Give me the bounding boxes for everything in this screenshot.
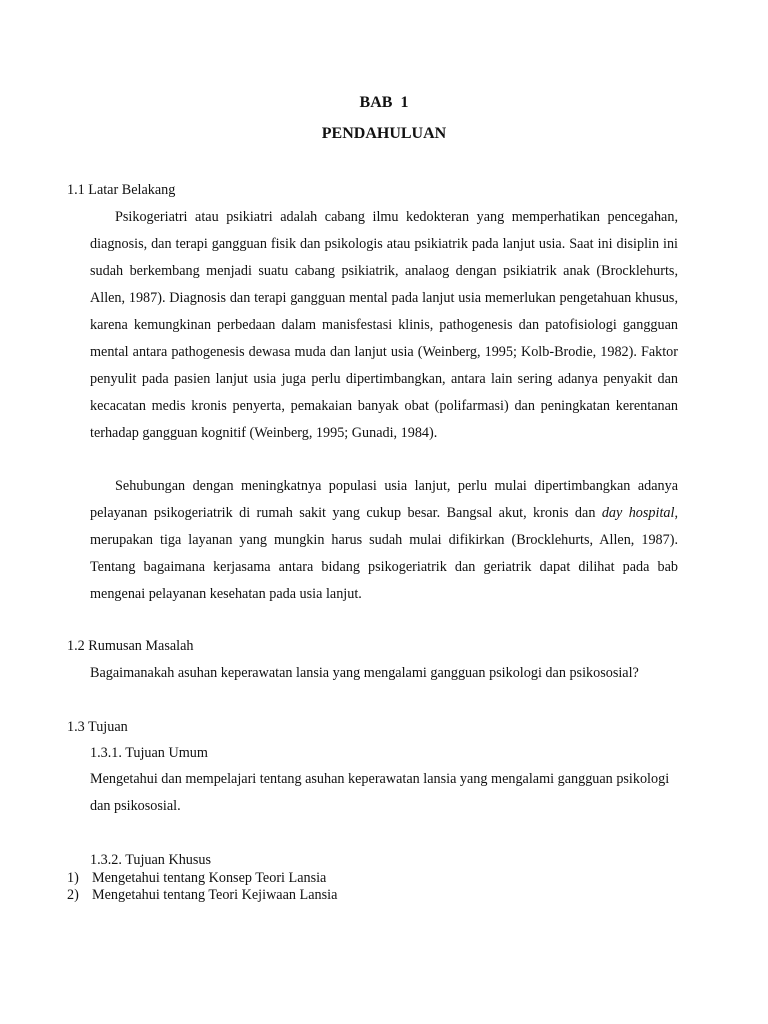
list-item-text: Mengetahui tentang Konsep Teori Lansia (92, 870, 327, 886)
list-item (67, 887, 667, 904)
section-heading-tujuan: 1.3 Tujuan (67, 719, 128, 735)
subsection-heading-tujuan-umum: 1.3.1. Tujuan Umum (90, 745, 208, 761)
chapter-number: BAB 1 (359, 94, 409, 111)
chapter-title: PENDAHULUAN (321, 125, 447, 142)
list-item (67, 870, 667, 887)
list-item-text: Mengetahui tentang Teori Kejiwaan Lansia (92, 887, 338, 903)
tujuan-umum-text: Mengetahui dan mempelajari tentang asuhan keperawatan lansia yang mengalami gangguan psikologi dan psikososial. (90, 771, 670, 814)
rumusan-masalah-text: Bagaimanakah asuhan keperawatan lansia yang mengalami gangguan psikologi dan psikososial? (90, 665, 639, 681)
section-heading-latar-belakang: 1.1 Latar Belakang (67, 182, 176, 198)
list-item-number: 1) (67, 870, 79, 886)
paragraph-text: , merupakan tiga layanan yang mungkin harus sudah mulai difikirkan (Brocklehurts, Allen, 1987). Tentang bagaimana kerjasama antara bidang psikogeriatrik dan geriatrik dapat dilihat pada bab mengenai pelayanan kesehatan pada usia lanjut. (90, 505, 678, 602)
section-heading-rumusan-masalah: 1.2 Rumusan Masalah (67, 638, 194, 654)
tujuan-khusus-list (67, 870, 667, 904)
paragraph-latar-belakang-1: Psikogeriatri atau psikiatri adalah cabang ilmu kedokteran yang memperhatikan pencegahan, diagnosis, dan terapi gangguan fisik dan psikologis atau psikiatrik pada lanjut usia. Saat ini disiplin ini sudah berkembang menjadi suatu cabang psikiatrik, analaog dengan psikiatrik anak (Brocklehurts, Allen, 1987). Diagnosis dan terapi gangguan mental pada lanjut usia memerlukan pengetahuan khusus, karena kemungkinan perbedaan dalam manisfestasi klinis, pathogenesis dan patofisiologi gangguan mental antara pathogenesis dewasa muda dan lanjut usia (Weinberg, 1995; Kolb-Brodie, 1982). Faktor penyulit pada pasien lanjut usia juga perlu dipertimbangkan, antara lain sering adanya penyakit dan kecacatan medis kronis penyerta, pemakaian banyak obat (polifarmasi) dan peningkatan kerentanan terhadap gangguan kognitif (Weinberg, 1995; Gunadi, 1984). (90, 209, 678, 441)
paragraph-text: Sehubungan dengan meningkatnya populasi usia lanjut, perlu mulai dipertimbangkan adanya pelayanan psikogeriatrik di rumah sakit yang cukup besar. Bangsal akut, kronis dan (90, 478, 678, 521)
paragraph-latar-belakang-2 (90, 473, 678, 608)
subsection-heading-tujuan-khusus: 1.3.2. Tujuan Khusus (90, 852, 212, 868)
list-item-number: 2) (67, 887, 79, 903)
emphasis-day-hospital: day hospital (601, 505, 675, 521)
